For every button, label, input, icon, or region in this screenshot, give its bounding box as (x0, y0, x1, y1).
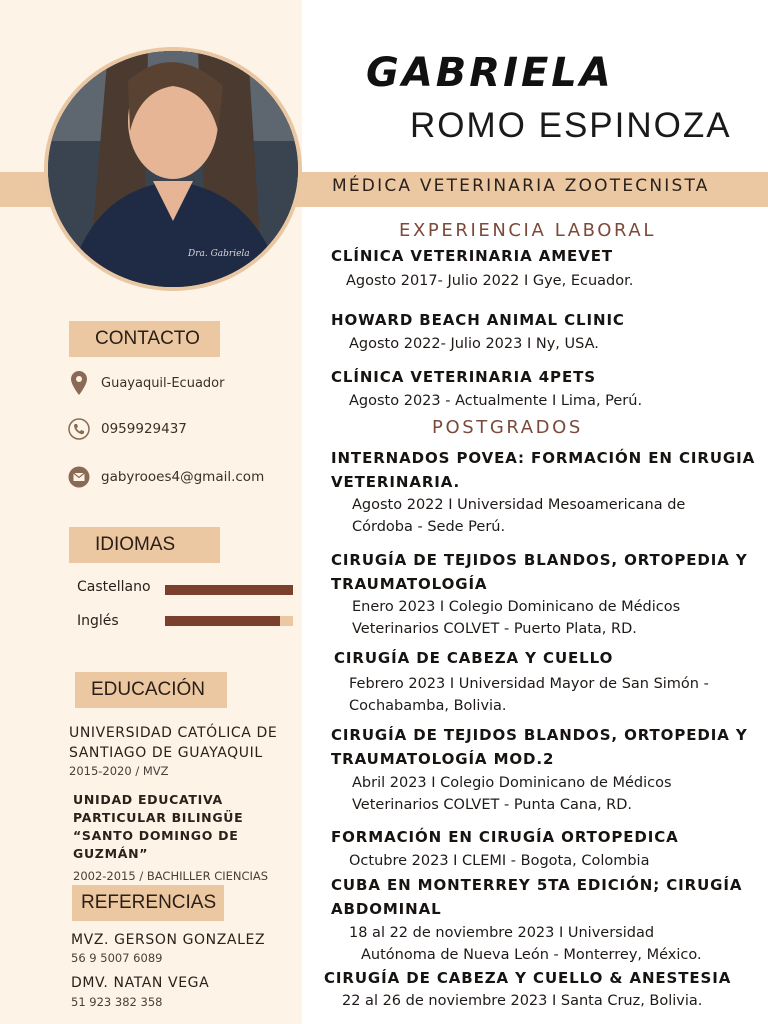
education-item-1-title: UNIVERSIDAD CATÓLICA DE SANTIAGO DE GUAYAQUIL (69, 725, 278, 761)
reference-1 (71, 932, 265, 965)
education-item-2-title: UNIDAD EDUCATIVA PARTICULAR BILINGÜE “SANTO DOMINGO DE GUZMÁN” (73, 792, 244, 861)
education-item-2 (73, 791, 298, 883)
location-pin-icon (68, 372, 90, 394)
reference-2 (71, 975, 209, 1009)
experience-item-2-title: HOWARD BEACH ANIMAL CLINIC (331, 311, 625, 329)
email-icon (68, 466, 90, 488)
language-ingles-label: Inglés (77, 613, 119, 629)
contact-email-text[interactable]: gabyrooes4@gmail.com (101, 469, 265, 485)
postgrado-4-title-line-1: CIRUGÍA DE TEJIDOS BLANDOS, ORTOPEDIA Y (331, 726, 748, 744)
postgrado-5-title (331, 825, 679, 849)
postgrado-2-title-line-1: CIRUGÍA DE TEJIDOS BLANDOS, ORTOPEDIA Y (331, 551, 748, 569)
postgrado-1-detail (352, 494, 685, 538)
language-castellano-label: Castellano (77, 579, 151, 595)
postgrado-7-title-line-1: CIRUGÍA DE CABEZA Y CUELLO & ANESTESIA (324, 969, 732, 987)
postgrado-4-detail (352, 772, 672, 816)
postgrado-6-title-line-2: ABDOMINAL (331, 900, 442, 918)
postgrado-6-detail (349, 922, 702, 966)
education-item-1-detail: 2015-2020 / MVZ (69, 764, 169, 778)
experience-item-3-title: CLÍNICA VETERINARIA 4PETS (331, 368, 596, 386)
postgrado-2-detail-line-2: Veterinarios COLVET - Puerto Plata, RD. (352, 621, 637, 637)
phone-icon (68, 418, 90, 440)
postgrado-2-title (331, 548, 748, 596)
reference-2-name: DMV. NATAN VEGA (71, 975, 210, 991)
experience-item-1-title: CLÍNICA VETERINARIA AMEVET (331, 247, 613, 265)
profile-photo (44, 47, 302, 291)
contact-phone-text: 0959929437 (101, 421, 187, 437)
postgrado-2-detail (352, 596, 680, 640)
experience-heading: EXPERIENCIA LABORAL (399, 220, 656, 241)
postgrado-6-title (331, 873, 742, 921)
language-ingles-bar (165, 616, 293, 626)
svg-text:Dra. Gabriela: Dra. Gabriela (188, 249, 250, 259)
reference-1-name: MVZ. GERSON GONZALEZ (71, 932, 266, 948)
postgrado-1-detail-line-2: Córdoba - Sede Perú. (352, 519, 506, 535)
education-item-2-detail: 2002-2015 / BACHILLER CIENCIAS (73, 869, 269, 883)
contact-email (68, 466, 264, 488)
language-castellano-fill (165, 585, 293, 595)
language-castellano-bar (165, 585, 293, 595)
references-heading: REFERENCIAS (72, 885, 224, 921)
postgrado-5-detail-line-1: Octubre 2023 I CLEMI - Bogota, Colombia (349, 853, 650, 869)
last-name: ROMO ESPINOZA (410, 106, 732, 145)
experience-item-3-detail: Agosto 2023 - Actualmente I Lima, Perú. (349, 393, 643, 409)
reference-1-phone: 56 9 5007 6089 (71, 951, 163, 965)
contact-heading: CONTACTO (69, 321, 220, 357)
postgrado-3-title-line-1: CIRUGÍA DE CABEZA Y CUELLO (334, 649, 614, 667)
contact-location-text: Guayaquil-Ecuador (101, 375, 225, 391)
postgrado-1-title (331, 446, 755, 494)
contact-location (68, 372, 224, 394)
languages-heading: IDIOMAS (69, 527, 220, 563)
postgrado-1-title-line-1: INTERNADOS POVEA: FORMACIÓN EN CIRUGIA (331, 449, 756, 467)
postgrado-6-detail-line-2: Autónoma de Nueva León - Monterrey, México. (361, 947, 702, 963)
language-ingles-fill (165, 616, 280, 626)
postgrado-4-detail-line-2: Veterinarios COLVET - Punta Cana, RD. (352, 797, 633, 813)
postgrado-3-detail (349, 673, 709, 717)
postgrado-3-detail-line-2: Cochabamba, Bolivia. (349, 698, 507, 714)
contact-phone (68, 418, 187, 440)
postgrado-3-detail-line-1: Febrero 2023 I Universidad Mayor de San Simón - (349, 676, 709, 692)
postgrado-5-detail (349, 850, 649, 872)
postgrado-1-title-line-2: VETERINARIA. (331, 473, 461, 491)
postgrado-6-detail-line-1: 18 al 22 de noviembre 2023 I Universidad (349, 925, 655, 941)
postgrados-heading: POSTGRADOS (432, 417, 583, 438)
postgrado-6-title-line-1: CUBA EN MONTERREY 5TA EDICIÓN; CIRUGÍA (331, 876, 743, 894)
postgrado-4-detail-line-1: Abril 2023 I Colegio Dominicano de Médicos (352, 775, 672, 791)
profession-title: MÉDICA VETERINARIA ZOOTECNISTA (332, 176, 710, 196)
education-heading: EDUCACIÓN (75, 672, 227, 708)
postgrado-2-title-line-2: TRAUMATOLOGÍA (331, 575, 488, 593)
postgrado-7-detail-line-1: 22 al 26 de noviembre 2023 I Santa Cruz, Bolivia. (342, 993, 703, 1009)
reference-2-phone: 51 923 382 358 (71, 995, 163, 1009)
experience-item-1-detail: Agosto 2017- Julio 2022 I Gye, Ecuador. (346, 273, 634, 289)
postgrado-7-title (324, 966, 731, 990)
postgrado-4-title-line-2: TRAUMATOLOGÍA MOD.2 (331, 750, 555, 768)
postgrado-4-title (331, 723, 748, 771)
education-item-1 (69, 723, 294, 778)
postgrado-2-detail-line-1: Enero 2023 I Colegio Dominicano de Médicos (352, 599, 681, 615)
first-name: GABRIELA (366, 50, 614, 96)
postgrado-1-detail-line-1: Agosto 2022 I Universidad Mesoamericana de (352, 497, 686, 513)
postgrado-5-title-line-1: FORMACIÓN EN CIRUGÍA ORTOPEDICA (331, 828, 679, 846)
experience-item-2-detail: Agosto 2022- Julio 2023 I Ny, USA. (349, 336, 599, 352)
postgrado-3-title (334, 646, 613, 670)
postgrado-7-detail (342, 990, 702, 1012)
